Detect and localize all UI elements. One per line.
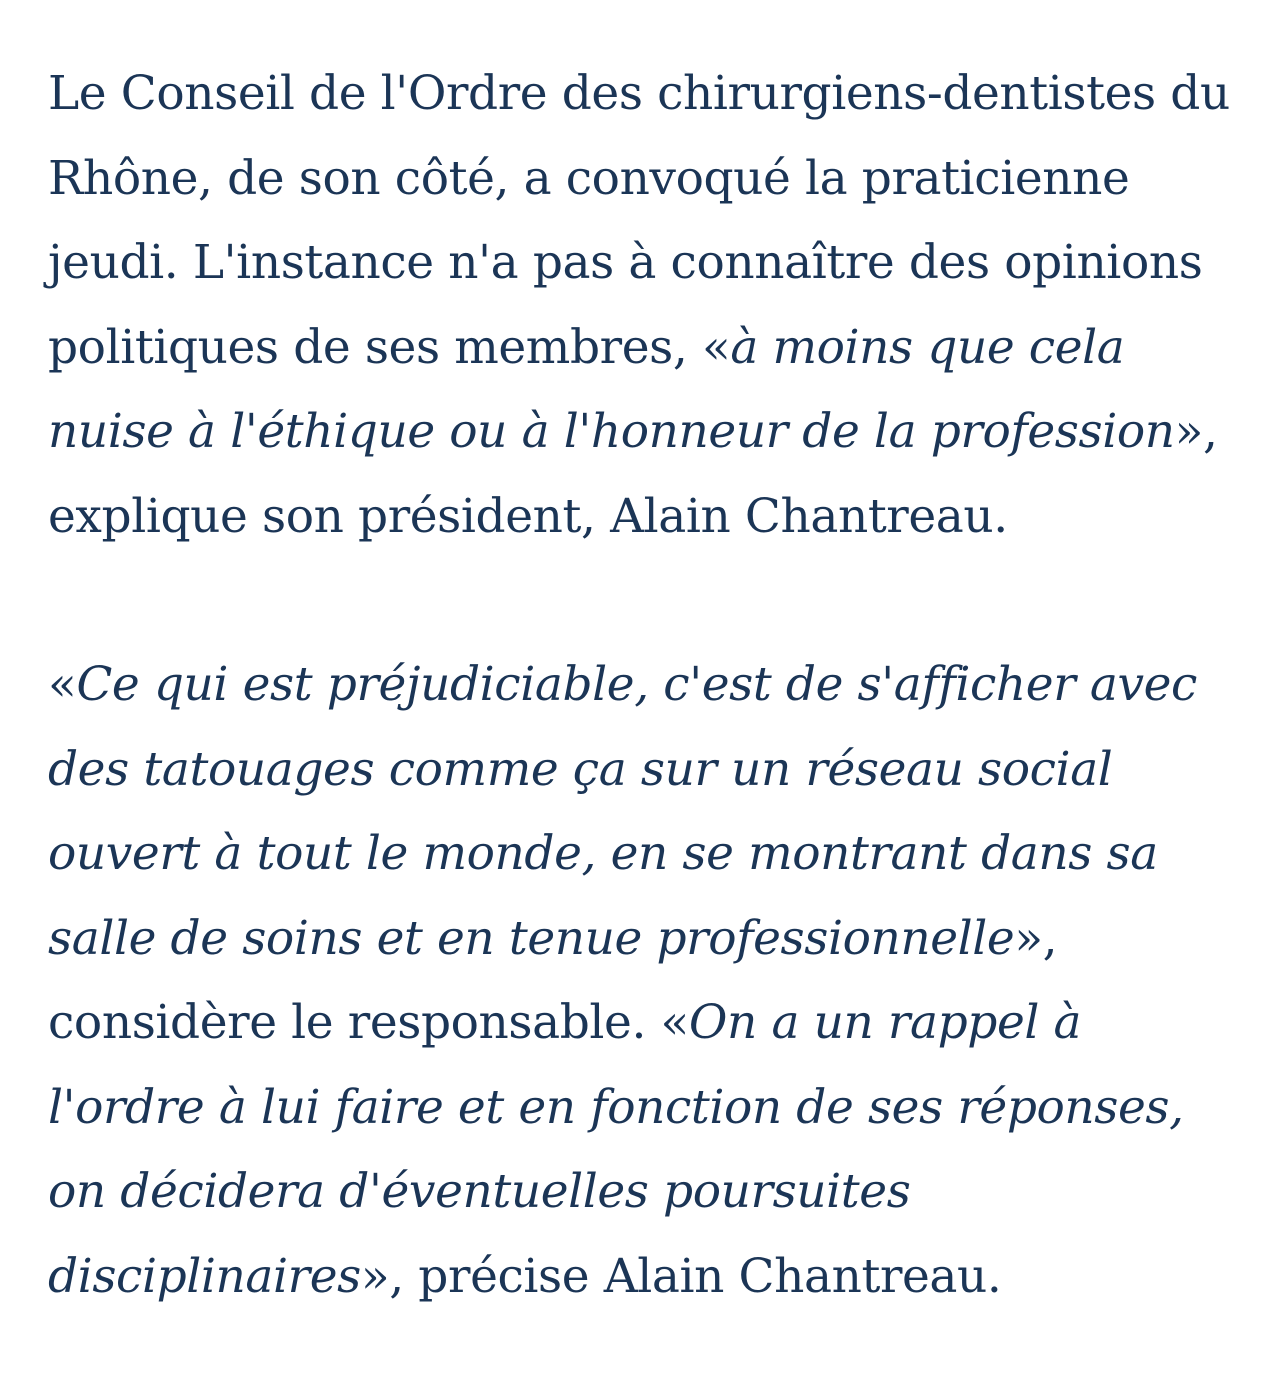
paragraph-2-quote-1: Ce qui est préjudiciable, c'est de s'afficher avec des tatouages comme ça sur un réseau social ouvert à tout le monde, en se montrant dans sa salle de soins et en tenue professionnelle: [48, 657, 1197, 966]
paragraph-1-quote: à moins que cela nuise à l'éthique ou à l'honneur de la profession: [48, 319, 1175, 459]
paragraph-1: [48, 52, 1244, 559]
paragraph-1-text-a: Le Conseil de l'Ordre des chirurgiens-dentistes du Rhône, de son côté, a convoqué la praticienne jeudi. L'instance n'a pas à connaître des opinions politiques de ses membres, «: [48, 66, 1230, 375]
paragraph-2-quote-2: On a un rappel à l'ordre à lui faire et en fonction de ses réponses, on décidera d'éventuelles poursuites disciplinaires: [48, 995, 1184, 1304]
paragraph-2-text-c: », précise Alain Chantreau.: [360, 1248, 1002, 1304]
paragraph-2: [48, 643, 1244, 1319]
paragraph-2-text-b: », considère le responsable. «: [48, 910, 1058, 1050]
paragraph-1-text-b: », explique son président, Alain Chantreau.: [48, 404, 1218, 544]
paragraph-2-text-a: «: [48, 657, 77, 712]
